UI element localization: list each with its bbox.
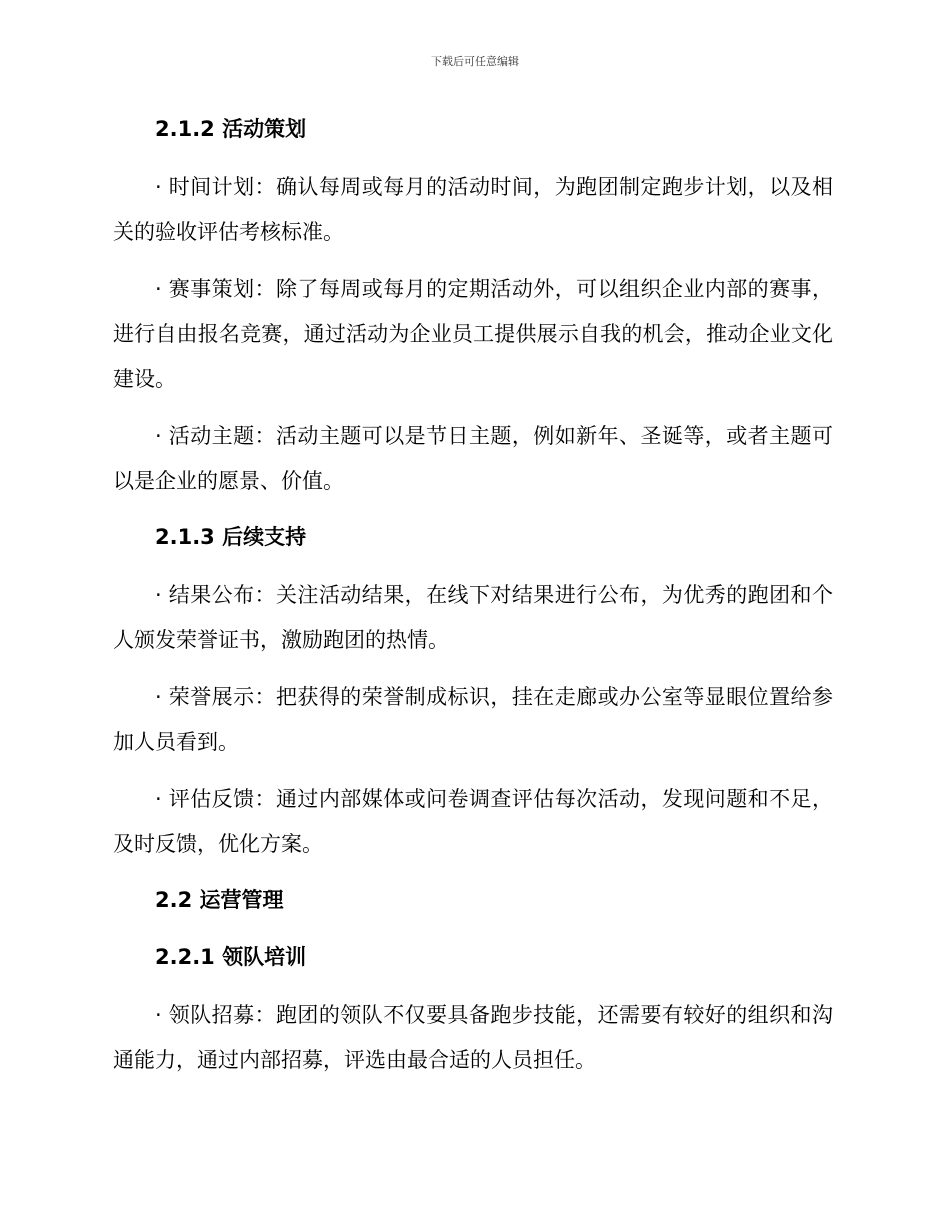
paragraph-activity-theme: · 活动主题：活动主题可以是节日主题，例如新年、圣诞等，或者主题可以是企业的愿景、价值。 xyxy=(113,424,833,493)
section-heading-2-2-1: 2.2.1 领队培训 xyxy=(155,945,307,969)
paragraph-evaluation-feedback: · 评估反馈：通过内部媒体或问卷调查评估每次活动，发现问题和不足，及时反馈，优化方案。 xyxy=(113,787,833,856)
paragraph-event-plan: · 赛事策划：除了每周或每月的定期活动外，可以组织企业内部的赛事，进行自由报名竞赛，通过活动为企业员工提供展示自我的机会，推动企业文化建设。 xyxy=(113,277,833,391)
section-heading-2-1-2: 2.1.2 活动策划 xyxy=(155,117,307,141)
section-heading-2-1-3: 2.1.3 后续支持 xyxy=(155,525,307,549)
paragraph-honor-display: · 荣誉展示：把获得的荣誉制成标识，挂在走廊或办公室等显眼位置给参加人员看到。 xyxy=(113,685,833,754)
page-header: 下载后可任意编辑 xyxy=(431,55,519,68)
paragraph-time-plan: · 时间计划：确认每周或每月的活动时间，为跑团制定跑步计划，以及相关的验收评估考核标准。 xyxy=(113,175,833,244)
paragraph-result-publish: · 结果公布：关注活动结果，在线下对结果进行公布，为优秀的跑团和个人颁发荣誉证书，激励跑团的热情。 xyxy=(113,583,833,652)
section-heading-2-2: 2.2 运营管理 xyxy=(155,888,284,912)
document-body xyxy=(113,108,833,1095)
paragraph-leader-recruit: · 领队招募：跑团的领队不仅要具备跑步技能，还需要有较好的组织和沟通能力，通过内部招募，评选由最合适的人员担任。 xyxy=(113,1003,833,1072)
